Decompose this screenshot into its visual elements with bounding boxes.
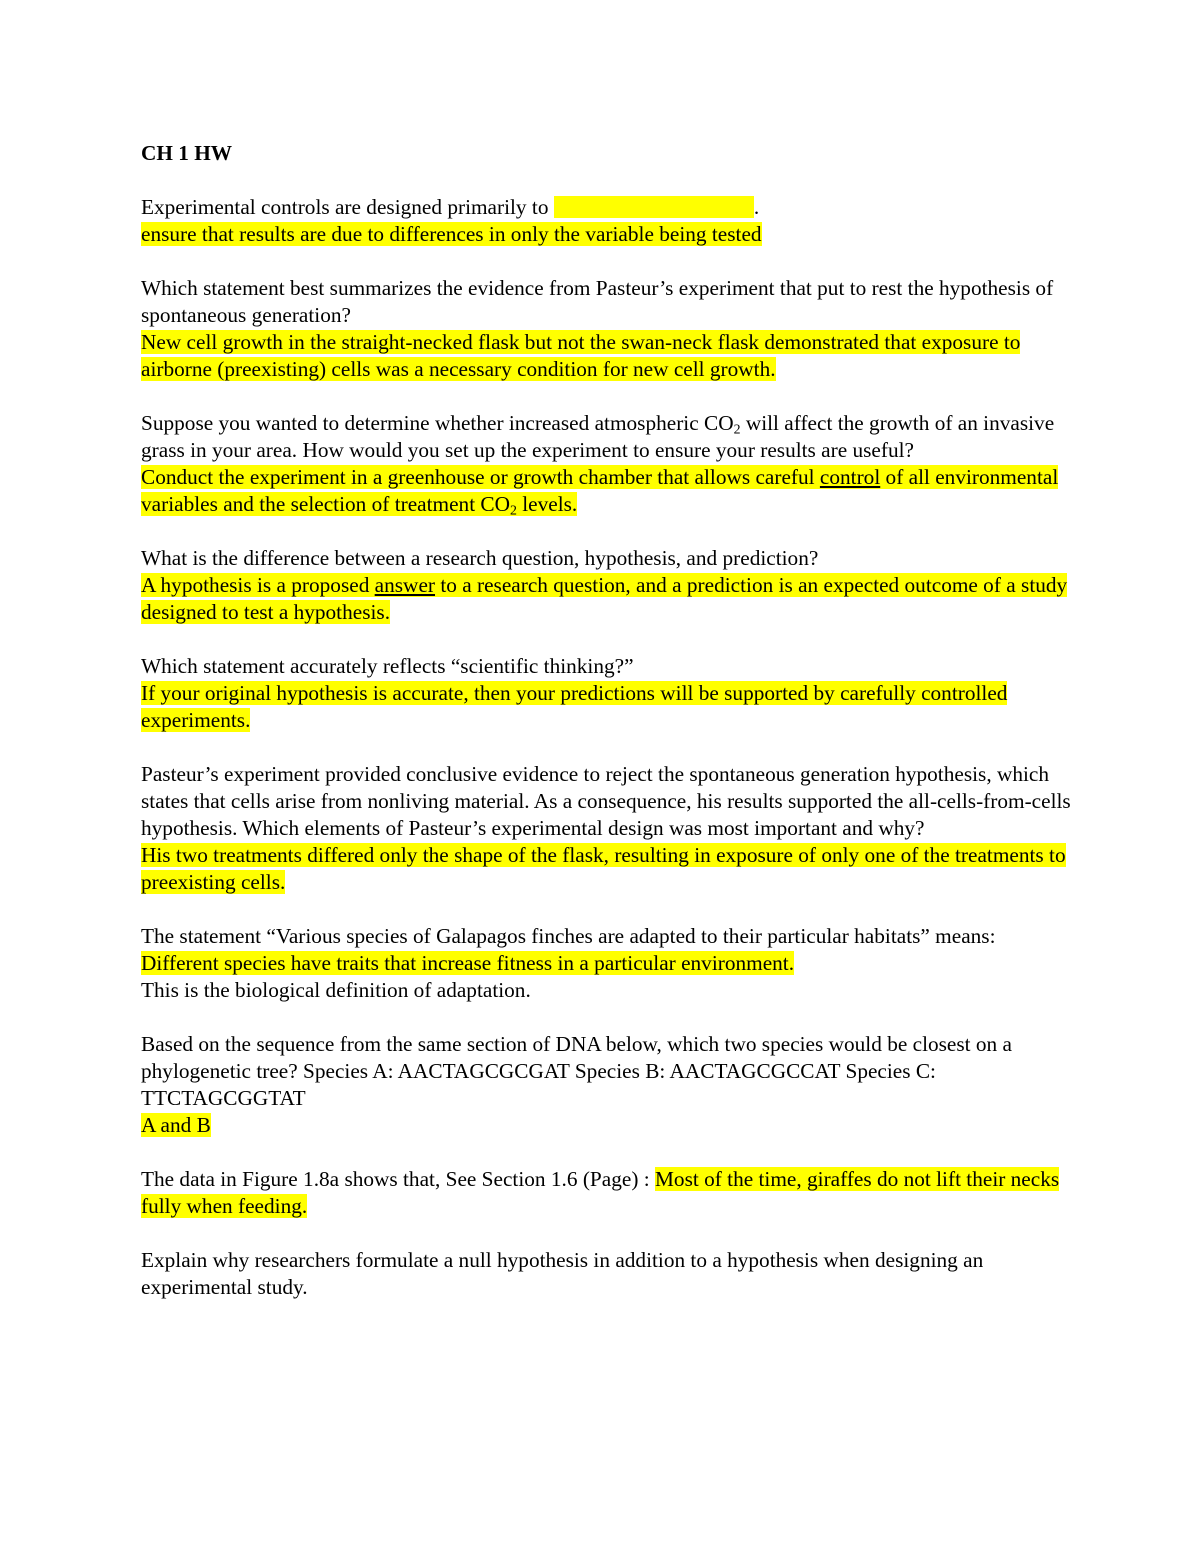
question-4-answer: A hypothesis is a proposed answer to a research question, and a prediction is an expected outcome of a study designed to test a hypothesis.: [141, 573, 1068, 624]
question-7-answer: Different species have traits that increase fitness in a particular environment.: [141, 951, 795, 975]
question-10-text: Explain why researchers formulate a null hypothesis in addition to a hypothesis when designing an experimental study.: [141, 1248, 984, 1299]
question-9-answer: Most of the time, giraffes do not lift their necks fully when feeding.: [141, 1167, 1060, 1218]
question-3-text: Suppose you wanted to determine whether increased atmospheric $CO_2$ will affect the growth of an invasive grass in your area. How would you set up the experiment to ensure your results are useful?: [141, 411, 1055, 462]
question-7-text: The statement “Various species of Galapagos finches are adapted to their particular habitats” means:: [141, 924, 996, 948]
question-6: [141, 761, 1071, 896]
question-8: [141, 1031, 1071, 1139]
document-title: CH 1 HW: [141, 141, 233, 165]
question-2-text: Which statement best summarizes the evidence from Pasteur’s experiment that put to rest the hypothesis of spontaneous generation?: [141, 276, 1054, 327]
question-9-text: The data in Figure 1.8a shows that, See Section 1.6 (Page) : Most of the time, giraffes do not lift their necks fully when feeding.: [141, 1167, 1060, 1218]
question-5-text: Which statement accurately reflects “scientific thinking?”: [141, 654, 634, 678]
question-9: [141, 1166, 1071, 1220]
question-6-answer: His two treatments differed only the shape of the flask, resulting in exposure of only one of the treatments to preexisting cells.: [141, 843, 1066, 894]
question-10: [141, 1247, 1071, 1301]
document-page: [141, 140, 1071, 1328]
question-3: [141, 410, 1071, 518]
question-7: [141, 923, 1071, 1004]
question-3-answer: Conduct the experiment in a greenhouse or growth chamber that allows careful control of all environmental variables and the selection of treatment $CO_2$ levels.: [141, 465, 1059, 518]
question-1: [141, 194, 1071, 248]
question-2: [141, 275, 1071, 383]
question-1-text: Experimental controls are designed primarily to .: [141, 195, 760, 219]
question-7-note: This is the biological definition of adaptation.: [141, 978, 531, 1002]
question-5-answer: If your original hypothesis is accurate, then your predictions will be supported by carefully controlled experiments.: [141, 681, 1008, 732]
question-4-text: What is the difference between a research question, hypothesis, and prediction?: [141, 546, 819, 570]
question-8-text: Based on the sequence from the same section of DNA below, which two species would be closest on a phylogenetic tree? Species A: AACTAGCGCGAT Species B: AACTAGCGCCAT Species C: TTCTAGCGGTAT: [141, 1032, 1012, 1110]
answer-blank: [554, 196, 754, 218]
question-5: [141, 653, 1071, 734]
question-1-answer: ensure that results are due to differences in only the variable being tested: [141, 222, 762, 246]
question-4: [141, 545, 1071, 626]
question-6-text: Pasteur’s experiment provided conclusive evidence to reject the spontaneous generation hypothesis, which states that cells arise from nonliving material. As a consequence, his results supported the all-cells-from-cells hypothesis. Which elements of Pasteur’s experimental design was most important and why?: [141, 762, 1071, 840]
question-8-answer: A and B: [141, 1113, 211, 1137]
question-2-answer: New cell growth in the straight-necked flask but not the swan-neck flask demonstrated that exposure to airborne (preexisting) cells was a necessary condition for new cell growth.: [141, 330, 1021, 381]
